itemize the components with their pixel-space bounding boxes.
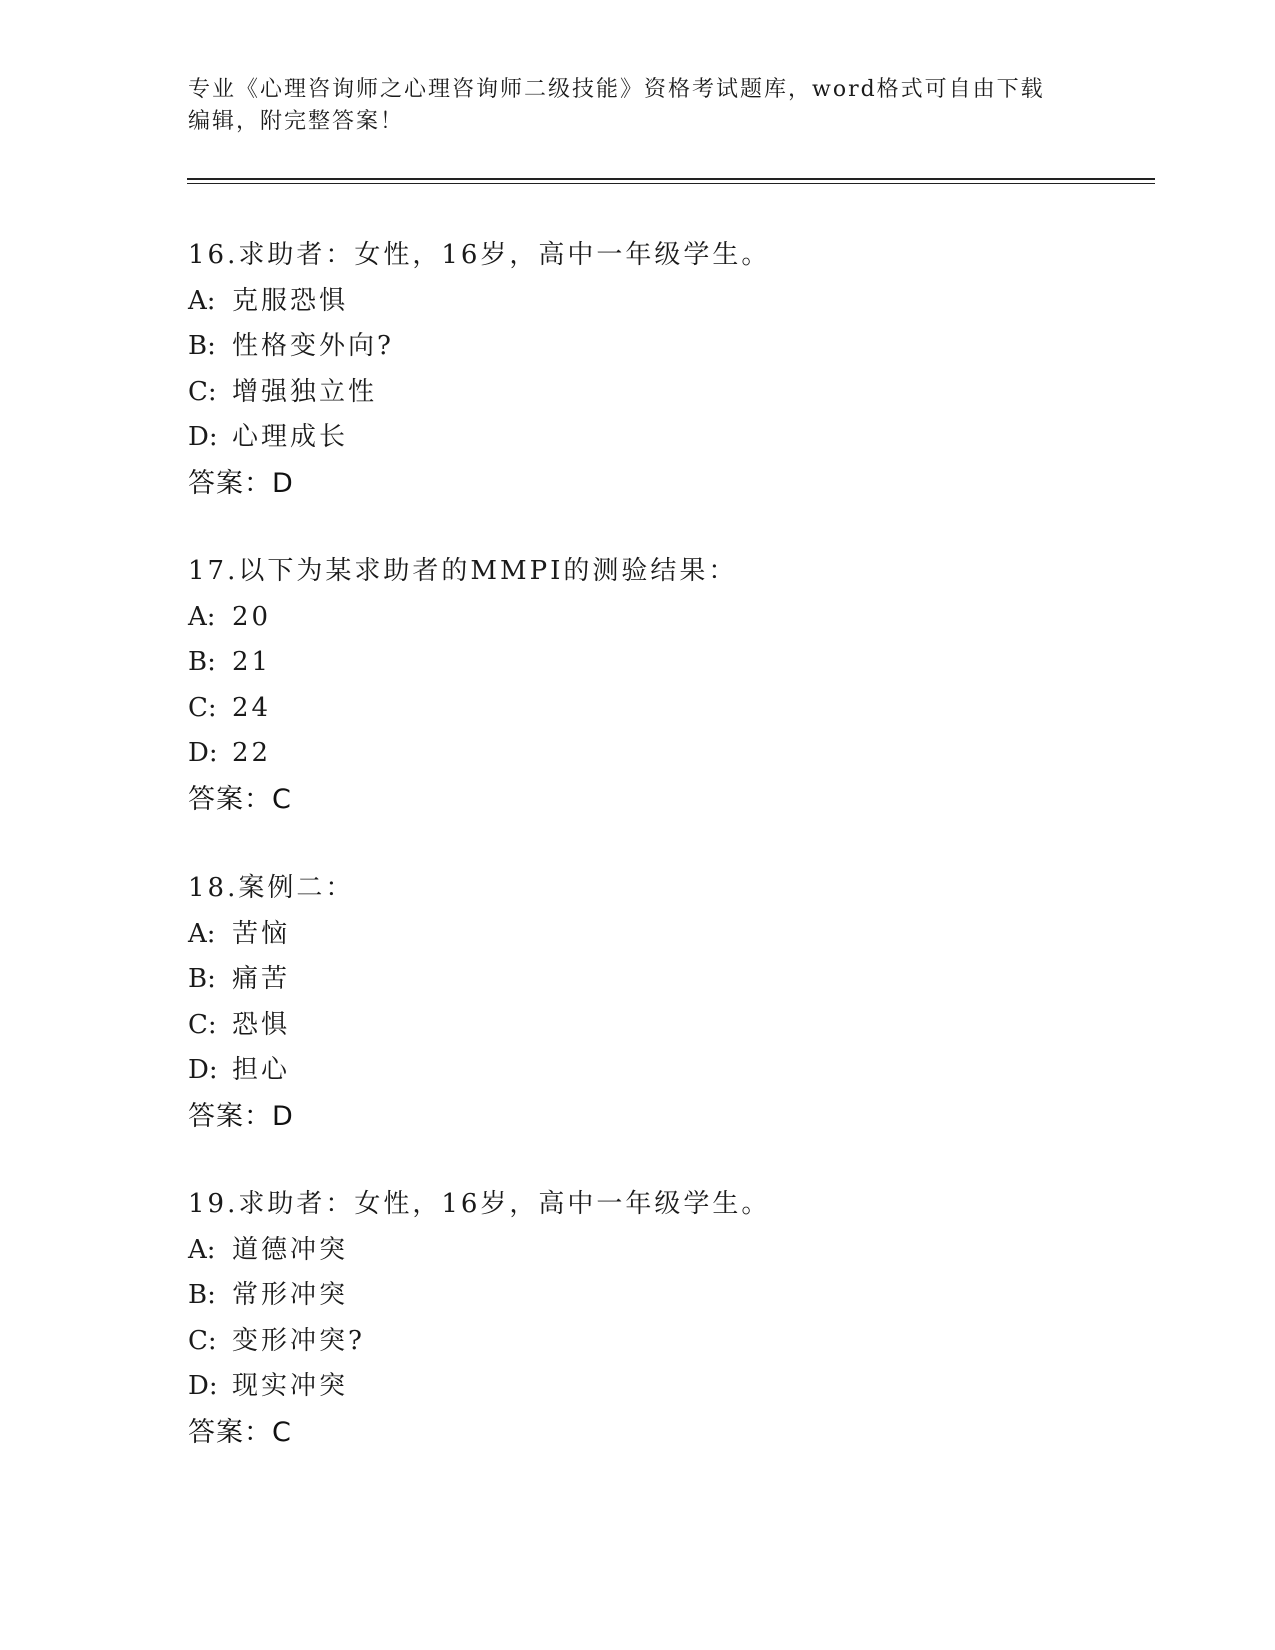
- option-text: 克服恐惧: [232, 285, 349, 316]
- option-key: B:: [188, 331, 216, 361]
- header-line-2: 编辑，附完整答案！: [188, 109, 405, 134]
- option-d: [188, 1364, 1088, 1410]
- option-a: [188, 595, 1088, 641]
- option-key: D:: [188, 422, 218, 452]
- answer-line: 答案：C: [188, 783, 292, 815]
- option-key: A:: [188, 285, 216, 316]
- option-key: C:: [188, 692, 217, 723]
- option-text: 20: [232, 601, 272, 632]
- option-text: 心理成长: [232, 422, 349, 452]
- option-text: 道德冲突: [232, 1234, 349, 1265]
- option-c: [188, 686, 1088, 732]
- option-text: 担心: [232, 1055, 291, 1085]
- option-key: B:: [188, 964, 216, 994]
- answer-line: 答案：D: [188, 467, 294, 499]
- header-divider: [187, 178, 1155, 180]
- question-17: [188, 549, 1088, 822]
- option-key: A:: [188, 1234, 216, 1265]
- document-header: [188, 74, 1088, 138]
- option-key: C:: [188, 1009, 217, 1040]
- option-d: [188, 415, 1088, 461]
- option-key: A:: [188, 918, 216, 949]
- option-b: [188, 640, 1088, 686]
- question-19: [188, 1182, 1088, 1455]
- option-text: 24: [232, 692, 272, 723]
- question-16: [188, 233, 1088, 506]
- header-divider-secondary: [187, 183, 1155, 184]
- option-text: 恐惧: [232, 1009, 291, 1040]
- answer-line: 答案：C: [188, 1416, 292, 1448]
- option-key: D:: [188, 1055, 218, 1085]
- option-b: [188, 1273, 1088, 1319]
- question-stem: 19.求助者：女性，16岁，高中一年级学生。: [188, 1189, 771, 1219]
- option-key: B:: [188, 647, 216, 677]
- option-text: 痛苦: [232, 964, 291, 994]
- option-b: [188, 957, 1088, 1003]
- option-a: [188, 912, 1088, 958]
- option-text: 22: [232, 738, 272, 768]
- answer-line: 答案：D: [188, 1100, 294, 1132]
- option-key: D:: [188, 1371, 218, 1401]
- option-text: 常形冲突: [232, 1280, 349, 1310]
- question-18: [188, 866, 1088, 1139]
- header-line-1: 专业《心理咨询师之心理咨询师二级技能》资格考试题库，word格式可自由下载: [188, 77, 1045, 102]
- option-text: 苦恼: [232, 918, 291, 949]
- question-stem: 16.求助者：女性，16岁，高中一年级学生。: [188, 240, 771, 270]
- option-key: A:: [188, 601, 216, 632]
- question-stem: 18.案例二：: [188, 873, 355, 903]
- question-stem: 17.以下为某求助者的MMPI的测验结果：: [188, 556, 738, 586]
- option-c: [188, 1319, 1088, 1365]
- option-a: [188, 279, 1088, 325]
- option-c: [188, 370, 1088, 416]
- option-text: 现实冲突: [232, 1371, 349, 1401]
- option-key: D:: [188, 738, 218, 768]
- option-text: 变形冲突?: [232, 1325, 365, 1356]
- option-d: [188, 1048, 1088, 1094]
- option-key: C:: [188, 376, 217, 407]
- option-d: [188, 731, 1088, 777]
- option-b: [188, 324, 1088, 370]
- option-text: 性格变外向?: [232, 331, 394, 361]
- option-a: [188, 1228, 1088, 1274]
- option-c: [188, 1003, 1088, 1049]
- option-key: C:: [188, 1325, 217, 1356]
- option-key: B:: [188, 1280, 216, 1310]
- option-text: 21: [232, 647, 272, 677]
- option-text: 增强独立性: [232, 376, 378, 407]
